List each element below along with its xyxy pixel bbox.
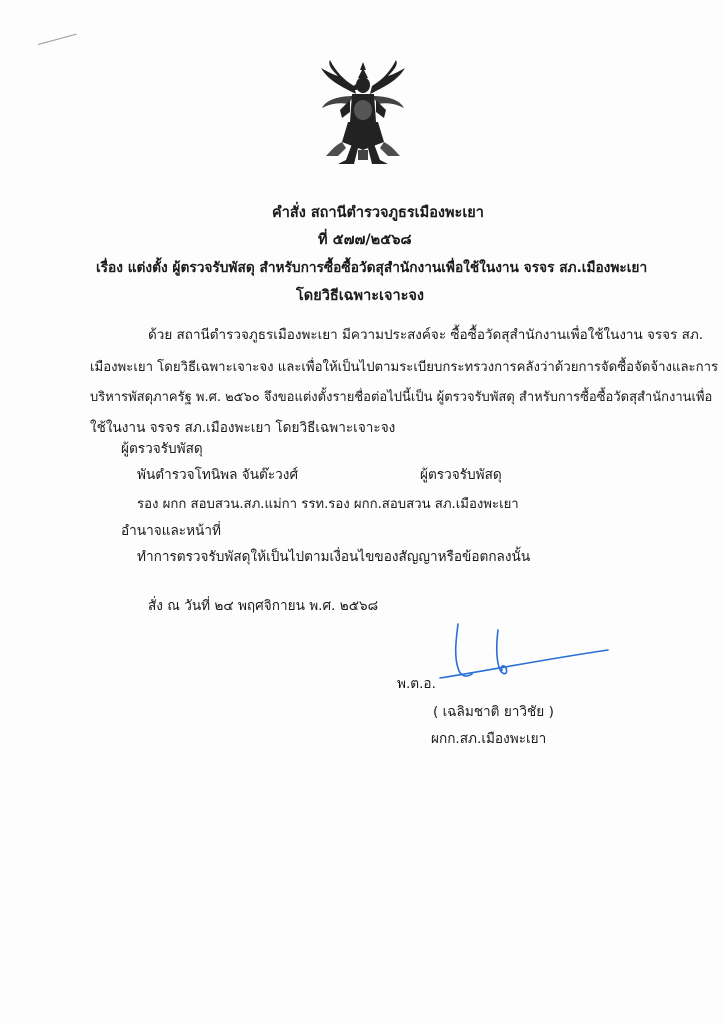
- member-role: ผู้ตรวจรับพัสดุ: [420, 467, 502, 483]
- subject-line-1: เรื่อง แต่งตั้ง ผู้ตรวจรับพัสดุ สำหรับการซื้อซื้อวัดสุสำนักงานเพื่อใช้ในงาน จรจร สภ.เมืองพะเยา: [96, 260, 648, 276]
- signer-name: ( เฉลิมชาติ ยาวิชัย ): [433, 704, 554, 720]
- body-line: ด้วย สถานีตำรวจภูธรเมืองพะเยา มีความประสงค์จะ ซื้อซื้อวัดสุสำนักงานเพื่อใช้ในงาน จรจร สภ.: [148, 327, 704, 343]
- order-title: คำสั่ง สถานีตำรวจภูธรเมืองพะเยา: [272, 205, 484, 221]
- order-number: ที่ ๕๗๗/๒๕๖๘: [318, 232, 412, 248]
- duty-heading: อำนาจและหน้าที่: [121, 523, 221, 539]
- signer-rank: พ.ต.อ.: [397, 676, 436, 692]
- committee-heading: ผู้ตรวจรับพัสดุ: [121, 441, 203, 457]
- body-line: ใช้ในงาน จรจร สภ.เมืองพะเยา โดยวิธีเฉพาะเจาะจง: [90, 420, 396, 436]
- pencil-mark: [38, 34, 77, 45]
- member-position: รอง ผกก สอบสวน.สภ.แม่กา รรท.รอง ผกก.สอบสวน สภ.เมืองพะเยา: [137, 497, 519, 512]
- body-line: บริหารพัสดุภาครัฐ พ.ศ. ๒๕๖๐ จึงขอแต่งตั้งรายชื่อต่อไปนี้เป็น ผู้ตรวจรับพัสดุ สำหรับการซื้อซื้อวัดสุสำนักงานเพื่อ: [90, 390, 713, 405]
- duty-text: ทำการตรวจรับพัสดุให้เป็นไปตามเงื่อนไขของสัญญาหรือข้อตกลงนั้น: [137, 549, 531, 565]
- subject-line-2: โดยวิธีเฉพาะเจาะจง: [296, 288, 424, 304]
- signature-image: [420, 620, 620, 690]
- order-date: สั่ง ณ วันที่ ๒๔ พฤศจิกายน พ.ศ. ๒๕๖๘: [148, 598, 379, 614]
- garuda-emblem: [318, 60, 408, 168]
- signer-position: ผกก.สภ.เมืองพะเยา: [431, 731, 547, 747]
- member-name: พันตำรวจโทนิพล จันต๊ะวงศ์: [137, 467, 299, 483]
- body-line: เมืองพะเยา โดยวิธีเฉพาะเจาะจง และเพื่อให้เป็นไปตามระเบียบกระทรวงการคลังว่าด้วยการจัดซื้อจัดจ้างและการ: [90, 360, 719, 375]
